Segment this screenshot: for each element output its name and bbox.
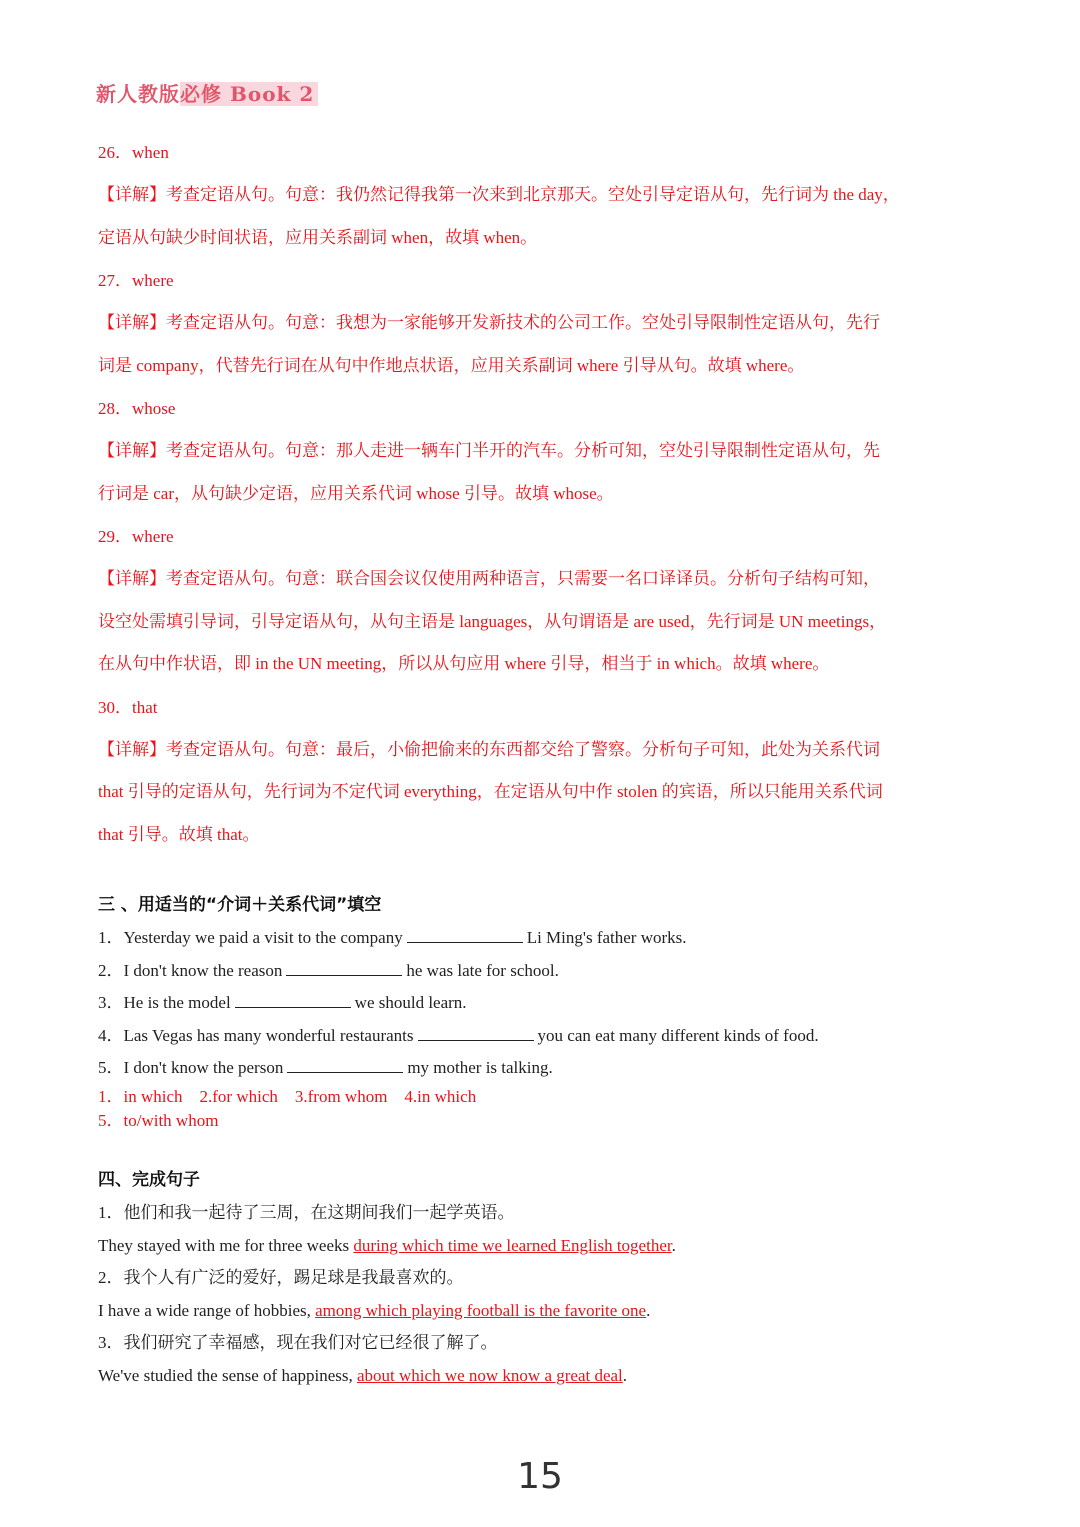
answer-block-29 bbox=[98, 515, 988, 686]
sentence-text: They stayed with me for three weeks bbox=[98, 1235, 354, 1255]
question-text: 2．I don't know the reason bbox=[98, 960, 283, 980]
answer-detail-line: 【详解】考查定语从句。句意：那人走进一辆车门半开的汽车。分析可知，空处引导限制性定语从句，先 bbox=[98, 441, 880, 460]
answer-number: 26．when bbox=[98, 143, 169, 162]
answer-detail-line: 行词是 car，从句缺少定语，应用关系代词 whose 引导。故填 whose。 bbox=[98, 483, 614, 503]
question-text: my mother is talking. bbox=[407, 1058, 553, 1078]
answer-detail-line: 【详解】考查定语从句。句意：我仍然记得我第一次来到北京那天。空处引导定语从句，先行词为 the day， bbox=[98, 185, 900, 204]
sentence bbox=[98, 1230, 988, 1263]
section-title: 三 、用适当的“介词＋关系代词”填空 bbox=[98, 895, 382, 915]
question-text: 5．I don't know the person bbox=[98, 1058, 284, 1078]
question-item bbox=[98, 922, 988, 955]
question-text: you can eat many different kinds of food. bbox=[537, 1025, 819, 1045]
sentence bbox=[98, 1360, 988, 1393]
sentence-text: We've studied the sense of happiness, bbox=[98, 1365, 357, 1385]
answer-fill: about which we now know a great deal bbox=[357, 1365, 623, 1385]
question-item bbox=[98, 955, 988, 988]
answer-detail-line: 【详解】考查定语从句。句意：联合国会议仅使用两种语言，只需要一名口译译员。分析句子结构可知， bbox=[98, 569, 880, 588]
section-3 bbox=[98, 888, 988, 1133]
answer-detail-line: 【详解】考查定语从句。句意：我想为一家能够开发新技术的公司工作。空处引导限制性定语从句，先行 bbox=[98, 313, 880, 332]
sentence-text: . bbox=[622, 1365, 628, 1385]
chinese-prompt: 2．我个人有广泛的爱好，踢足球是我最喜欢的。 bbox=[98, 1268, 464, 1288]
section-4 bbox=[98, 1163, 988, 1393]
answer-blank bbox=[407, 927, 523, 943]
question-text: he was late for school. bbox=[406, 960, 559, 980]
answer-number: 27．where bbox=[98, 271, 174, 290]
answer-detail-line: 定语从句缺少时间状语，应用关系副词 when，故填 when。 bbox=[98, 227, 538, 247]
answer-detail-line: 在从句中作状语，即 in the UN meeting，所以从句应用 where 引导，相当于 in which。故填 where。 bbox=[98, 654, 830, 673]
answer-detail-line: 设空处需填引导词，引导定语从句，从句主语是 languages，从句谓语是 are used，先行词是 UN meetings， bbox=[98, 611, 887, 631]
question-text: 1．Yesterday we paid a visit to the company bbox=[98, 928, 403, 947]
answer-blank bbox=[235, 992, 351, 1008]
section-3-answers: 5．to/with whom bbox=[98, 1110, 219, 1130]
sentence-text: . bbox=[646, 1300, 651, 1320]
question-text: we should learn. bbox=[354, 993, 467, 1013]
answer-block-26 bbox=[98, 131, 988, 259]
answer-block-30 bbox=[98, 686, 988, 857]
chinese-prompt: 1．他们和我一起待了三周，在这期间我们一起学英语。 bbox=[98, 1202, 515, 1222]
page-content bbox=[98, 131, 988, 1393]
answer-fill: during which time we learned English together bbox=[353, 1235, 672, 1255]
chinese-prompt: 3．我们研究了幸福感，现在我们对它已经很了解了。 bbox=[98, 1333, 498, 1353]
question-item bbox=[98, 987, 988, 1020]
answer-number: 28．whose bbox=[98, 399, 176, 418]
page-number: 15 bbox=[517, 1456, 563, 1497]
sentence bbox=[98, 1295, 988, 1328]
question-item bbox=[98, 1020, 988, 1053]
header-book: 必修 Book 2 bbox=[180, 82, 318, 106]
answer-detail-line: that 引导。故填 that。 bbox=[98, 824, 260, 844]
section-title: 四、完成句子 bbox=[98, 1169, 200, 1190]
answer-block-27 bbox=[98, 259, 988, 387]
answer-number: 29．where bbox=[98, 527, 174, 546]
answer-blank bbox=[418, 1025, 534, 1041]
answer-blank bbox=[286, 960, 402, 976]
answer-detail-line: that 引导的定语从句，先行词为不定代词 everything，在定语从句中作 stolen 的宾语，所以只能用关系代词 bbox=[98, 782, 883, 801]
sentence-text: I have a wide range of hobbies, bbox=[98, 1300, 316, 1320]
question-text: 3．He is the model bbox=[98, 993, 231, 1013]
answer-detail-line: 【详解】考查定语从句。句意：最后，小偷把偷来的东西都交给了警察。分析句子可知，此处为关系代词 bbox=[98, 739, 880, 759]
question-text: Li Ming's father works. bbox=[526, 928, 687, 947]
question-text: 4．Las Vegas has many wonderful restaurants bbox=[98, 1025, 414, 1045]
page-header bbox=[96, 80, 318, 108]
section-3-answers: 1．in which 2.for which 3.from whom 4.in which bbox=[98, 1086, 477, 1106]
answer-detail-line: 词是 company，代替先行词在从句中作地点状语，应用关系副词 where 引导从句。故填 where。 bbox=[98, 355, 805, 375]
answer-number: 30．that bbox=[98, 697, 158, 717]
header-edition: 新人教版 bbox=[96, 82, 180, 106]
answer-blank bbox=[287, 1057, 403, 1073]
sentence-text: . bbox=[671, 1235, 676, 1255]
answer-block-28 bbox=[98, 387, 988, 515]
answer-fill: among which playing football is the favorite one bbox=[315, 1300, 647, 1320]
question-item bbox=[98, 1052, 988, 1085]
